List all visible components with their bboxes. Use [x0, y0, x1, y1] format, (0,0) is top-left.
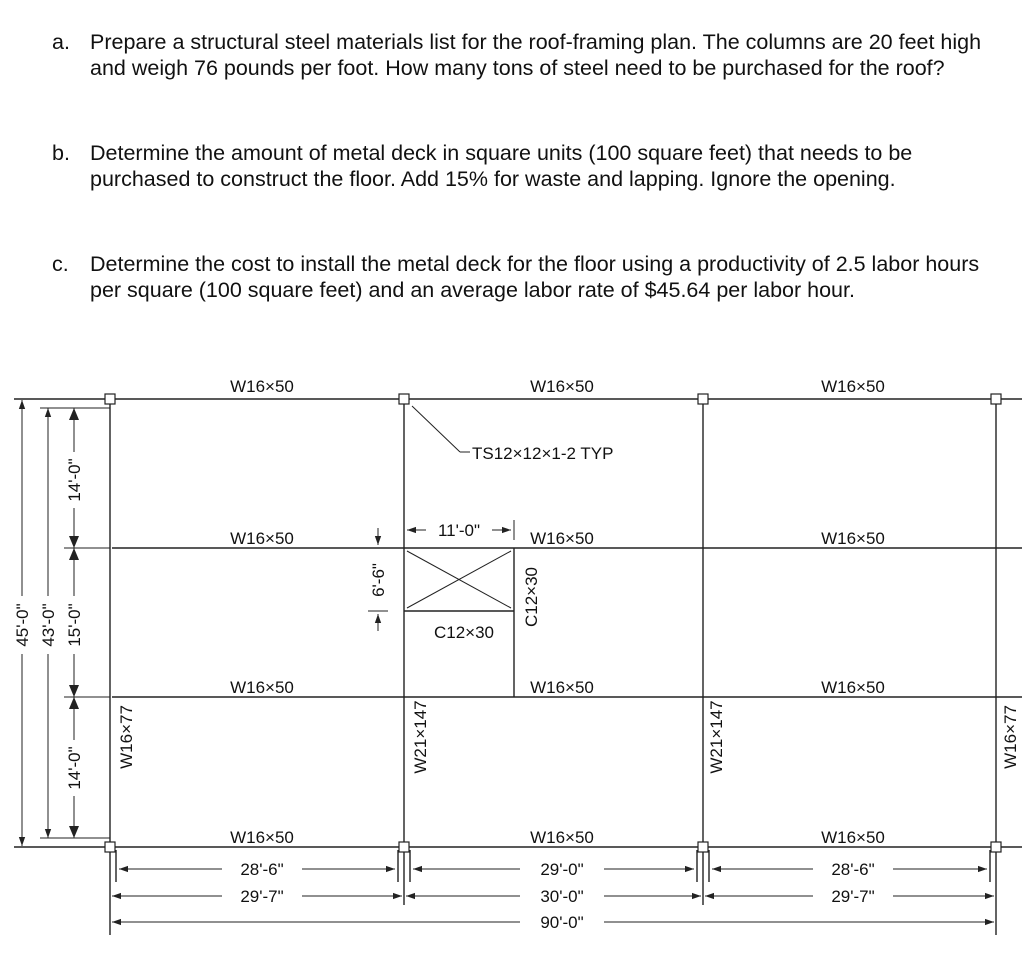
left-dim-bay-mid: 15'-0" [65, 603, 84, 647]
bottom-dim-clear-side: 28'-6" [240, 860, 284, 879]
left-dim-bay-bottom: 14'-0" [65, 746, 84, 790]
left-dim-bay-top: 14'-0" [65, 458, 84, 502]
beam-label: W16×50 [821, 377, 885, 396]
beam-label: W16×50 [821, 828, 885, 847]
column-marker [698, 394, 708, 404]
beam-label: W16×50 [821, 529, 885, 548]
beam-label: W16×50 [821, 678, 885, 697]
question-b-letter: b. [52, 141, 70, 165]
question-c-letter: c. [52, 252, 69, 276]
left-dim-overall: 45'-0" [13, 603, 32, 647]
column-marker [399, 394, 409, 404]
left-dim-arrow [69, 536, 79, 548]
bottom-dim-center-side: 29'-7" [240, 887, 284, 906]
column-marker [105, 394, 115, 404]
beam-label: W16×50 [530, 828, 594, 847]
column-marker [991, 842, 1001, 852]
left-dim-arrow [69, 548, 79, 560]
opening-channel-label: C12×30 [433, 623, 495, 642]
column-marker [105, 842, 115, 852]
beam-label: W16×50 [530, 529, 594, 548]
bottom-dim-center-side: 29'-7" [831, 887, 875, 906]
opening-width-dim: 11'-0" [437, 521, 481, 540]
beam-label: W16×50 [230, 678, 294, 697]
column-marker [399, 842, 409, 852]
girder-edge-label: W16×77 [117, 705, 136, 769]
beam-label: W16×50 [530, 678, 594, 697]
left-dim-arrow [69, 826, 79, 838]
girder-edge-label: W16×77 [1001, 705, 1020, 769]
question-c-text: Determine the cost to install the metal deck for the floor using a productivity of 2.5 labor hours per square (100 square feet) and an average labor rate of $45.64 per labor hour. [90, 252, 980, 302]
opening-channel-label: C12×30 [522, 566, 541, 628]
beam-label: W16×50 [230, 529, 294, 548]
column-marker [991, 394, 1001, 404]
beam-label: W16×50 [230, 828, 294, 847]
beam-label: W16×50 [530, 377, 594, 396]
question-a-text: Prepare a structural steel materials list for the roof-framing plan. The columns are 20 feet high and weigh 76 pounds per foot. How many tons of steel need to be purchased for the roof? [90, 30, 982, 80]
beam-label: W16×50 [230, 377, 294, 396]
bottom-dim-clear-mid: 29'-0" [540, 860, 584, 879]
bottom-dim-center-mid: 30'-0" [540, 887, 584, 906]
left-dim-arrow [69, 697, 79, 709]
bottom-dim-clear-side: 28'-6" [831, 860, 875, 879]
left-dim-inner: 43'-0" [39, 603, 58, 647]
opening-depth-dim: 6'-6" [369, 563, 388, 597]
column-note-leader [412, 406, 460, 452]
girder-interior-label: W21×147 [411, 700, 430, 774]
question-b-text: Determine the amount of metal deck in square units (100 square feet) that needs to be purchased to construct the floor. Add 15% for waste and lapping. Ignore the opening. [90, 141, 913, 191]
column-marker [698, 842, 708, 852]
column-note: TS12×12×1-2 TYP [472, 444, 614, 463]
bottom-dim-overall: 90'-0" [540, 913, 584, 932]
question-a-letter: a. [52, 30, 70, 54]
girder-interior-label: W21×147 [707, 700, 726, 774]
left-dim-arrow [69, 685, 79, 697]
left-dim-arrow [69, 408, 79, 420]
